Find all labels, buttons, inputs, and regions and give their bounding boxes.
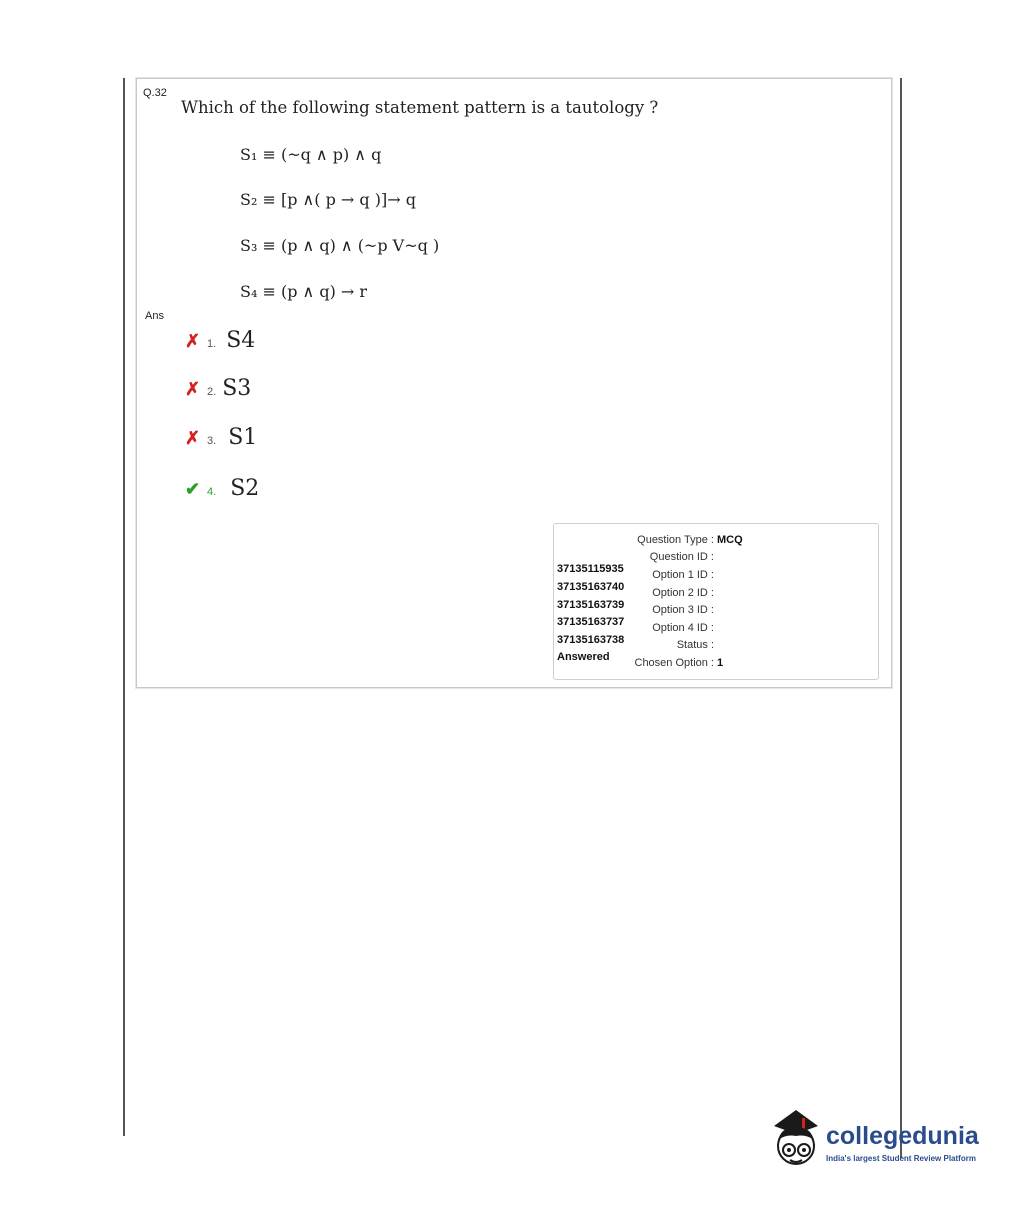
info-option-2-id: Option 2 ID :37135163739	[557, 587, 714, 611]
statement-s1: S₁ ≡ (~q ∧ p) ∧ q	[240, 145, 382, 164]
option-value: S1	[228, 425, 258, 450]
statement-s4: S₄ ≡ (p ∧ q) → r	[240, 282, 368, 301]
question-info-box	[553, 523, 879, 680]
option-4	[185, 476, 259, 501]
info-option-1-id: Option 1 ID :37135163740	[557, 569, 714, 593]
page-border-right	[900, 78, 902, 1158]
cross-icon: ✗	[185, 331, 201, 351]
option-number: 2.	[207, 386, 217, 398]
info-status: Status :Answered	[557, 639, 714, 663]
info-option-4-id: Option 4 ID :37135163738	[557, 622, 714, 646]
statement-s3: S₃ ≡ (p ∧ q) ∧ (~p V~q )	[240, 236, 440, 255]
page-border-left	[123, 78, 125, 1136]
brand-name: collegedunia	[826, 1122, 979, 1150]
info-question-id: Question ID :37135115935	[557, 551, 714, 575]
question-text: Which of the following statement pattern is a tautology ?	[181, 98, 659, 117]
brand-tagline: India's largest Student Review Platform	[826, 1154, 976, 1163]
option-value: S4	[226, 328, 256, 353]
collegedunia-logo	[766, 1104, 996, 1184]
option-value: S2	[230, 476, 260, 501]
option-number: 4.	[207, 486, 217, 498]
mascot-icon	[766, 1104, 826, 1184]
answer-label: Ans	[145, 310, 164, 322]
cross-icon: ✗	[185, 379, 201, 399]
option-1	[185, 328, 255, 353]
option-number: 3.	[207, 435, 217, 447]
info-option-3-id: Option 3 ID :37135163737	[557, 604, 714, 628]
info-chosen-option: Chosen Option : 1	[634, 657, 724, 669]
check-icon: ✔	[185, 479, 201, 499]
option-number: 1.	[207, 338, 217, 350]
option-3	[185, 425, 257, 450]
info-question-type: Question Type : MCQ	[637, 534, 743, 546]
cross-icon: ✗	[185, 428, 201, 448]
option-value: S3	[222, 376, 252, 401]
question-number: Q.32	[143, 87, 167, 99]
option-2	[185, 376, 251, 401]
statement-s2: S₂ ≡ [p ∧( p → q )]→ q	[240, 190, 416, 209]
